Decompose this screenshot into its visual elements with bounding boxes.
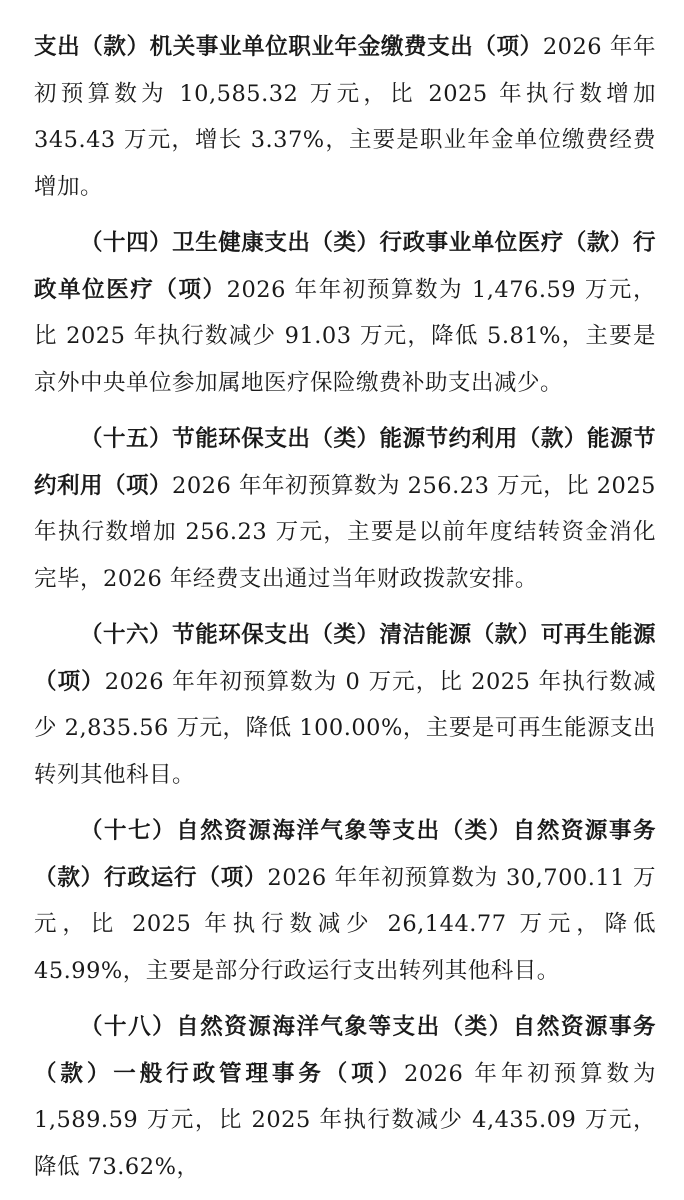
paragraph-body: 2026 年年初预算数为 1,476.59 万元，比 2025 年执行数减少 91.03 万元，降低 5.81%，主要是京外中央单位参加属地医疗保险缴费补助支出减少。 [34,276,656,396]
paragraph-continued-pension [34,24,656,210]
paragraph-heading: （十五）节能环保支出（类）能源节约利用（款）能源节约利用（项） [34,426,656,499]
paragraph-body: 2026 年年初预算数为 0 万元，比 2025 年执行数减少 2,835.56 万元，降低 100.00%，主要是可再生能源支出转列其他科目。 [34,668,656,788]
paragraph-heading: （十八）自然资源海洋气象等支出（类）自然资源事务（款）一般行政管理事务（项） [34,1014,656,1087]
paragraph-body: 2026 年年初预算数为 30,700.11 万元，比 2025 年执行数减少 26,144.77 万元，降低 45.99%，主要是部分行政运行支出转列其他科目。 [34,864,656,984]
paragraph-18-natural-resources-admin [34,1004,656,1190]
paragraph-17-natural-resources-operation [34,808,656,994]
paragraph-body: 2026 年年初预算数为 1,589.59 万元，比 2025 年执行数减少 4,435.09 万元，降低 73.62%， [34,1060,656,1180]
paragraph-body: 2026 年年初预算数为 256.23 万元，比 2025 年执行数增加 256.23 万元，主要是以前年度结转资金消化完毕，2026 年经费支出通过当年财政拨款安排。 [34,472,656,592]
document-page [34,24,656,1200]
paragraph-body: 2026 年年初预算数为 10,585.32 万元，比 2025 年执行数增加 345.43 万元，增长 3.37%，主要是职业年金单位缴费经费增加。 [34,34,656,200]
paragraph-heading: （十七）自然资源海洋气象等支出（类）自然资源事务（款）行政运行（项） [34,818,656,891]
paragraph-heading: 支出（款）机关事业单位职业年金缴费支出（项） [34,34,543,60]
paragraph-heading: （十六）节能环保支出（类）清洁能源（款）可再生能源（项） [34,622,656,695]
paragraph-14-health [34,220,656,406]
paragraph-15-energy-saving [34,416,656,602]
paragraph-16-clean-energy [34,612,656,798]
paragraph-heading: （十四）卫生健康支出（类）行政事业单位医疗（款）行政单位医疗（项） [34,230,656,303]
